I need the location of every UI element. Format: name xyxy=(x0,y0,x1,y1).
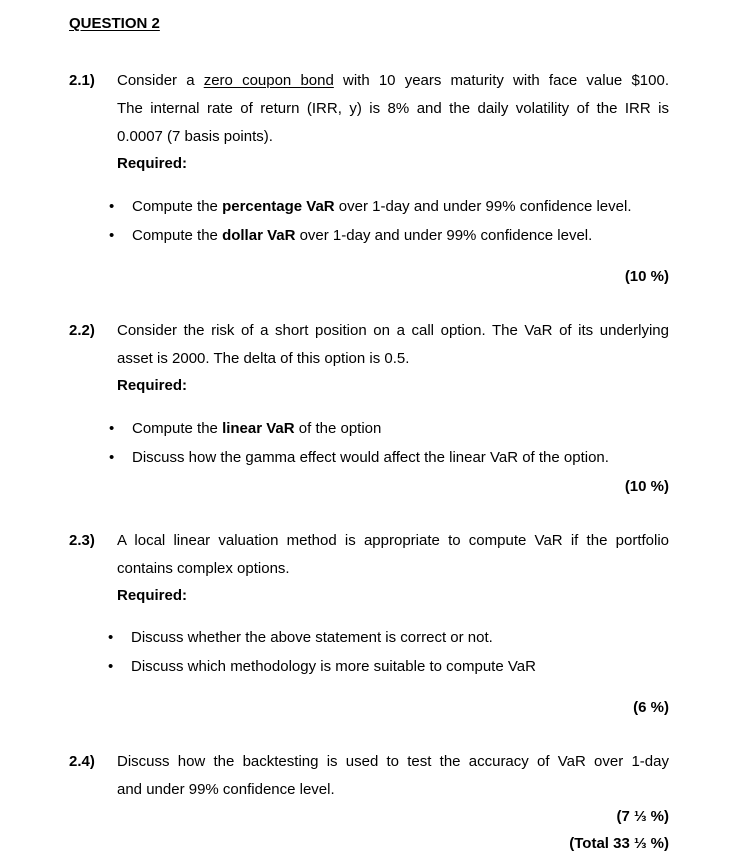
q3-line-1: A local linear valuation method is appropriate to compute VaR if the portfolio xyxy=(117,532,669,549)
q1-line-1: Consider a zero coupon bond with 10 years maturity with face value $100. xyxy=(117,72,669,89)
q2-line-1: Consider the risk of a short position on a call option. The VaR of its underlying xyxy=(117,322,669,339)
bullet-glyph: • xyxy=(109,227,115,244)
q3-bullet-1: Discuss whether the above statement is correct or not. xyxy=(131,629,493,646)
q1-bullet-1: Compute the percentage VaR over 1-day and under 99% confidence level. xyxy=(132,198,632,215)
question-number-2-4: 2.4) xyxy=(69,753,95,770)
question-number-2-3: 2.3) xyxy=(69,532,95,549)
bullet-glyph: • xyxy=(108,658,114,675)
question-number-2-1: 2.1) xyxy=(69,72,95,89)
q3-bullet-2: Discuss which methodology is more suitable to compute VaR xyxy=(131,658,536,675)
q2-required-label: Required: xyxy=(117,377,188,394)
total-marks: (Total 33 ⅓ %) xyxy=(569,835,669,852)
q2-line-2: asset is 2000. The delta of this option is 0.5. xyxy=(117,350,410,367)
q3-required-label: Required: xyxy=(117,587,188,604)
q4-line-2: and under 99% confidence level. xyxy=(117,781,335,798)
q2-bullet-1: Compute the linear VaR of the option xyxy=(132,420,382,437)
q4-marks: (7 ⅓ %) xyxy=(616,808,669,825)
q4-line-1: Discuss how the backtesting is used to test the accuracy of VaR over 1-day xyxy=(117,753,669,770)
question-number-2-2: 2.2) xyxy=(69,322,95,339)
question-title: QUESTION 2 xyxy=(69,15,160,32)
bullet-glyph: • xyxy=(108,629,114,646)
q1-line-2: The internal rate of return (IRR, y) is 8% and the daily volatility of the IRR is xyxy=(117,100,669,117)
q2-bullet-2: Discuss how the gamma effect would affect the linear VaR of the option. xyxy=(132,449,609,466)
q3-line-2: contains complex options. xyxy=(117,560,290,577)
q1-bullet-2: Compute the dollar VaR over 1-day and under 99% confidence level. xyxy=(132,227,593,244)
q1-required-label: Required: xyxy=(117,155,188,172)
bullet-glyph: • xyxy=(109,449,115,466)
bullet-glyph: • xyxy=(109,198,115,215)
zero-coupon-bond-link: zero coupon bond xyxy=(203,72,334,89)
q3-marks: (6 %) xyxy=(633,699,669,716)
bullet-glyph: • xyxy=(109,420,115,437)
q2-marks: (10 %) xyxy=(624,478,669,495)
q1-line-3: 0.0007 (7 basis points). xyxy=(117,128,273,145)
q1-marks: (10 %) xyxy=(624,268,669,285)
